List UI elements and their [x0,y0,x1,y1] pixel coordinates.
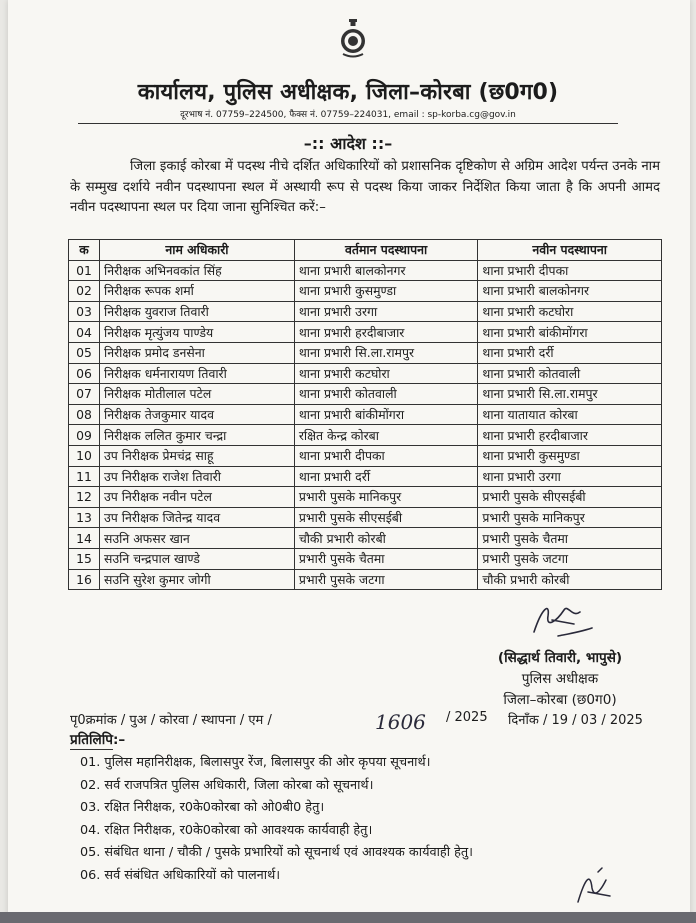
cell-officer-name: निरीक्षक प्रमोद डनसेना [100,342,295,363]
cell-serial: 06 [69,363,100,384]
cell-current-posting: थाना प्रभारी दर्री [294,466,478,487]
cell-serial: 04 [69,322,100,343]
cell-officer-name: निरीक्षक अभिनवकांत सिंह [100,260,295,281]
signer-designation: पुलिस अधीक्षक [521,671,599,687]
table-row [69,342,662,363]
cell-current-posting: थाना प्रभारी हरदीबाजार [294,322,478,343]
cell-officer-name: निरीक्षक धर्मनारायण तिवारी [100,363,295,384]
police-emblem-icon [338,18,368,60]
list-item: 02. सर्व राजपत्रित पुलिस अधिकारी, जिला कोरबा को सूचनार्थ। [80,777,374,793]
cell-serial: 09 [69,425,100,446]
cell-new-posting: थाना यातायात कोरबा [478,404,662,425]
cell-new-posting: थाना प्रभारी कोतवाली [478,363,662,384]
cell-current-posting: थाना प्रभारी दीपका [294,445,478,466]
cell-serial: 11 [69,466,100,487]
cell-new-posting: थाना प्रभारी हरदीबाजार [478,425,662,446]
cell-new-posting: थाना प्रभारी बालकोनगर [478,281,662,302]
cell-new-posting: चौकी प्रभारी कोरबी [478,569,662,590]
table-row [69,384,662,405]
cell-current-posting: प्रभारी पुसके मानिकपुर [294,487,478,508]
list-item: 05. संबंधित थाना / चौकी / पुसके प्रभारियों को सूचनार्थ एवं आवश्यक कार्यवाही हेतु। [80,845,474,860]
cell-officer-name: उप निरीक्षक जितेन्द्र यादव [100,507,295,528]
cell-officer-name: निरीक्षक युवराज तिवारी [100,301,295,322]
cell-officer-name: सउनि चन्द्रपाल खाण्डे [100,548,295,569]
table-row [69,569,662,590]
bottom-edge [0,912,696,923]
cell-current-posting: थाना प्रभारी बांकीमोंगरा [294,404,478,425]
cell-officer-name: निरीक्षक ललित कुमार चन्द्रा [100,425,295,446]
cell-new-posting: प्रभारी पुसके जटगा [478,548,662,569]
cell-serial: 13 [69,507,100,528]
cell-serial: 15 [69,548,100,569]
posting-table [68,239,662,590]
cell-serial: 01 [69,260,100,281]
order-intro: जिला इकाई कोरबा में पदस्थ नीचे दर्शित अधिकारियों को प्रशासनिक दृष्टिकोण से अग्रिम आदेश पर्यन्त उनके नाम के सम्मुख दर्शाये नवीन पदस्थापना स्थल में अस्थायी रूप से पदस्थ किया जाकर निर्देशित किया जाता है कि अपनी आमद नवीन पदस्थापना स्थल पर दिया जाना सुनिश्चित करें:– [70,159,660,215]
cell-current-posting: प्रभारी पुसके चैतमा [294,548,478,569]
table-row [69,301,662,322]
cell-new-posting: थाना प्रभारी सि.ला.रामपुर [478,384,662,405]
cell-current-posting: थाना प्रभारी उरगा [294,301,478,322]
cell-new-posting: थाना प्रभारी उरगा [478,466,662,487]
cell-current-posting: थाना प्रभारी कोतवाली [294,384,478,405]
initials-mark [570,862,620,910]
table-row [69,466,662,487]
signer-name: (सिद्धार्थ तिवारी, भापुसे) [497,650,623,666]
cell-current-posting: थाना प्रभारी कटघोरा [294,363,478,384]
col-serial-header: क [69,240,100,261]
table-row [69,322,662,343]
order-heading: –:: आदेश ::– [303,134,393,153]
list-item: 01. पुलिस महानिरीक्षक, बिलासपुर रेंज, बिलासपुर की ओर कृपया सूचनार्थ। [80,755,431,770]
table-row [69,445,662,466]
cell-serial: 14 [69,528,100,549]
reference-number: 1606 [375,710,426,734]
cell-officer-name: निरीक्षक मोतीलाल पटेल [100,384,295,405]
col-new-header: नवीन पदस्थापना [478,240,662,261]
cell-current-posting: थाना प्रभारी कुसमुण्डा [294,281,478,302]
col-current-header: वर्तमान पदस्थापना [294,240,478,261]
cell-new-posting: थाना प्रभारी कटघोरा [478,301,662,322]
cell-officer-name: निरीक्षक तेजकुमार यादव [100,404,295,425]
cell-officer-name: सउनि अफसर खान [100,528,295,549]
col-name-header: नाम अधिकारी [100,240,295,261]
cell-new-posting: थाना प्रभारी दीपका [478,260,662,281]
table-row [69,548,662,569]
table-header-row [69,240,662,261]
cell-serial: 08 [69,404,100,425]
signature-block [455,648,665,711]
cell-new-posting: थाना प्रभारी कुसमुण्डा [478,445,662,466]
cell-current-posting: थाना प्रभारी बालकोनगर [294,260,478,281]
cell-current-posting: थाना प्रभारी सि.ला.रामपुर [294,342,478,363]
office-title: कार्यालय, पुलिस अधीक्षक, जिला–कोरबा (छ0ग0) [137,80,559,105]
table-row [69,425,662,446]
cell-new-posting: प्रभारी पुसके सीएसईबी [478,487,662,508]
contact-text: दूरभाष नं. 07759–224500, फैक्स नं. 07759–224031, email : sp-korba.cg@gov.in [180,110,516,120]
table-row [69,260,662,281]
cell-serial: 02 [69,281,100,302]
table-body [69,260,662,590]
cell-current-posting: रक्षित केन्द्र कोरबा [294,425,478,446]
table-row [69,528,662,549]
table-row [69,507,662,528]
cell-new-posting: थाना प्रभारी दर्री [478,342,662,363]
cell-officer-name: निरीक्षक रूपक शर्मा [100,281,295,302]
list-item: 04. रक्षित निरीक्षक, र0के0कोरबा को आवश्यक कार्यवाही हेतु। [80,822,373,838]
list-item: 06. सर्व संबंधित अधिकारियों को पालनार्थ। [80,867,281,883]
cell-new-posting: प्रभारी पुसके मानिकपुर [478,507,662,528]
cell-current-posting: प्रभारी पुसके सीएसईबी [294,507,478,528]
reference-date: दिनाँक / 19 / 03 / 2025 [508,713,643,728]
cell-current-posting: चौकी प्रभारी कोरबी [294,528,478,549]
copies-heading: प्रतिलिपि:– [70,729,125,748]
copies-list [80,752,473,887]
cell-officer-name: उप निरीक्षक नवीन पटेल [100,487,295,508]
cell-current-posting: प्रभारी पुसके जटगा [294,569,478,590]
cell-serial: 16 [69,569,100,590]
cell-serial: 10 [69,445,100,466]
signature-mark [528,598,598,642]
cell-officer-name: सउनि सुरेश कुमार जोगी [100,569,295,590]
cell-officer-name: उप निरीक्षक प्रेमचंद्र साहू [100,445,295,466]
reference-year: / 2025 [446,710,488,725]
signer-district: जिला–कोरबा (छ0ग0) [503,692,617,708]
reference-prefix: पृ0क्रमांक / पुअ / कोरवा / स्थापना / एम / [70,713,272,728]
header-divider [78,123,618,124]
table-row [69,281,662,302]
cell-serial: 03 [69,301,100,322]
cell-new-posting: थाना प्रभारी बांकीमोंगरा [478,322,662,343]
table-row [69,363,662,384]
table-row [69,487,662,508]
list-item: 03. रक्षित निरीक्षक, र0के0कोरबा को ओ0बी0 हेतु। [80,800,325,815]
reference-line [70,706,670,734]
cell-serial: 12 [69,487,100,508]
cell-officer-name: निरीक्षक मृत्युंजय पाण्डेय [100,322,295,343]
table-row [69,404,662,425]
cell-officer-name: उप निरीक्षक राजेश तिवारी [100,466,295,487]
cell-serial: 05 [69,342,100,363]
cell-serial: 07 [69,384,100,405]
contact-line [0,107,696,124]
cell-new-posting: प्रभारी पुसके चैतमा [478,528,662,549]
